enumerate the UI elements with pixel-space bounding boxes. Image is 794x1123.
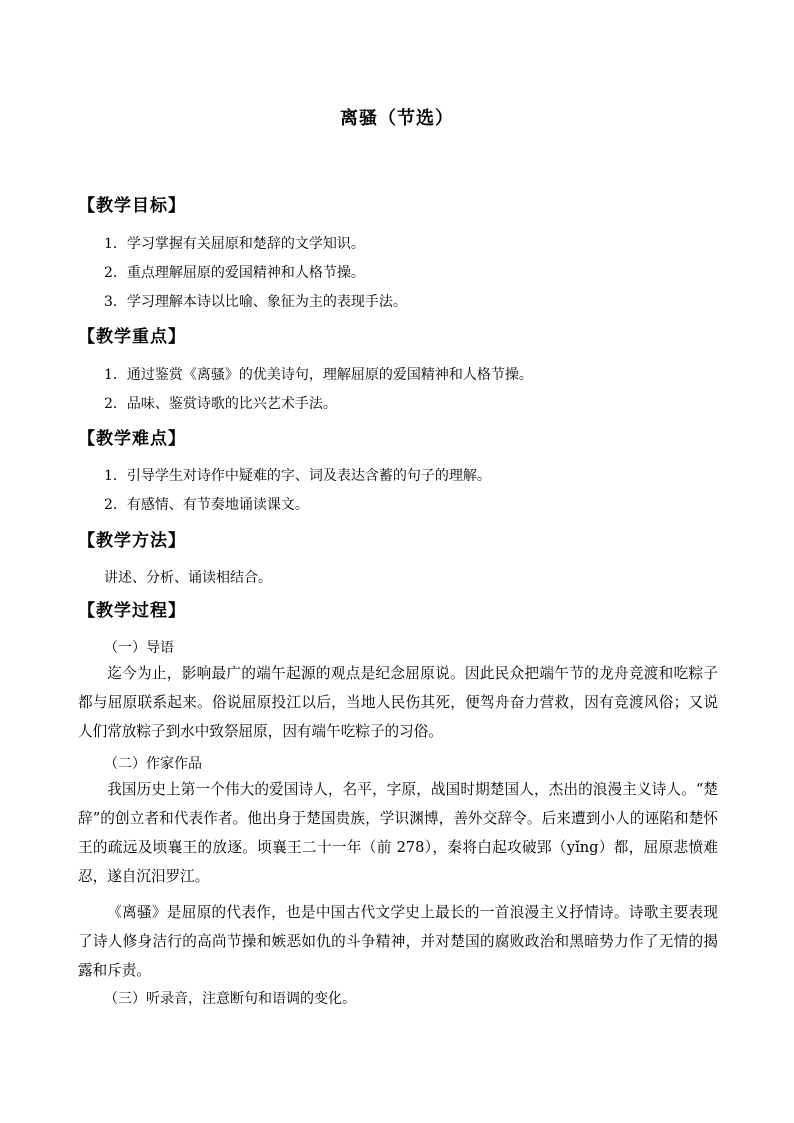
process-part2-paragraph-1 — [78, 775, 718, 891]
difficulty-item-2: 2．有感情、有节奏地诵读课文。 — [104, 497, 309, 513]
objective-item-1: 1．学习掌握有关屈原和楚辞的文学知识。 — [104, 236, 365, 252]
work-paragraph: 《离骚》是屈原的代表作，也是中国古代文学史上最长的一首浪漫主义抒情诗。诗歌主要表现了诗人修身洁行的高尚节操和嫉恶如仇的斗争精神，并对楚国的腐败政治和黑暗势力作了无情的揭露和斥责。 — [78, 904, 718, 979]
intro-paragraph: 迄今为止，影响最广的端午起源的观点是纪念屈原说。因此民众把端午节的龙舟竞渡和吃粽子都与屈原联系起来。俗说屈原投江以后，当地人民伤其死，便驾舟奋力营救，因有竞渡风俗；又说人们常放粽子到水中致祭屈原，因有端午吃粽子的习俗。 — [78, 665, 718, 740]
process-part1-title: （一）导语 — [104, 640, 174, 656]
process-part2-title: （二）作家作品 — [104, 756, 202, 772]
process-part3-title: （三）听录音，注意断句和语调的变化。 — [104, 991, 356, 1007]
heading-process: 【教学过程】 — [78, 601, 186, 621]
key-point-item-2: 2．品味、鉴赏诗歌的比兴艺术手法。 — [104, 396, 337, 412]
process-part1-paragraph — [78, 659, 718, 746]
heading-methods: 【教学方法】 — [78, 531, 186, 551]
key-point-item-1: 1．通过鉴赏《离骚》的优美诗句，理解屈原的爱国精神和人格节操。 — [104, 367, 533, 383]
heading-key-points: 【教学重点】 — [78, 327, 186, 347]
heading-objectives: 【教学目标】 — [78, 196, 186, 216]
page-title: 离骚（节选） — [340, 108, 454, 129]
objective-item-3: 3．学习理解本诗以比喻、象征为主的表现手法。 — [104, 294, 407, 310]
objective-item-2: 2．重点理解屈原的爱国精神和人格节操。 — [104, 265, 365, 281]
author-paragraph: 我国历史上第一个伟大的爱国诗人，名平，字原，战国时期楚国人，杰出的浪漫主义诗人。“楚辞”的创立者和代表作者。他出身于楚国贵族，学识渊博，善外交辞令。后来遭到小人的诬陷和楚怀王的疏远及顷襄王的放逐。顷襄王二十一年（前 278），秦将白起攻破郢（yǐng）都，屈原悲愤难忍，遂自沉汨罗江。 — [78, 781, 718, 885]
process-part2-paragraph-2 — [78, 898, 718, 985]
heading-difficulties: 【教学难点】 — [78, 429, 186, 449]
methods-text: 讲述、分析、诵读相结合。 — [104, 570, 272, 586]
difficulty-item-1: 1．引导学生对诗作中疑难的字、词及表达含蓄的句子的理解。 — [104, 468, 491, 484]
